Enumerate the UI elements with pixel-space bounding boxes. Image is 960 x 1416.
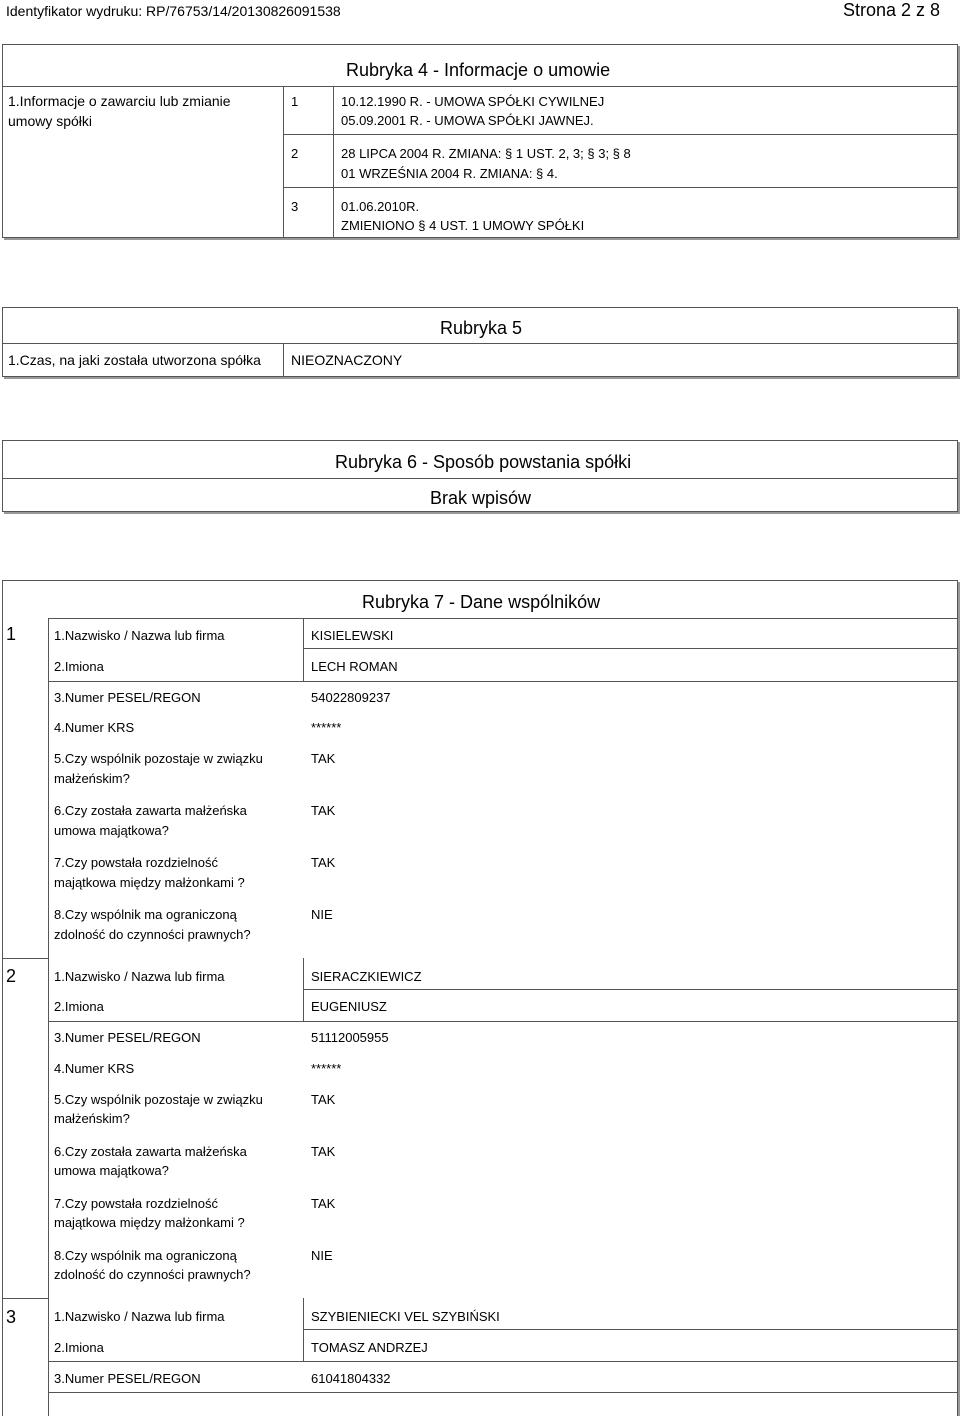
partner-number: 2: [6, 966, 17, 986]
rubryka5-label: 1.Czas, na jaki została utworzona spółka: [8, 352, 261, 368]
q6-label: 6.Czy została zawarta małżeńska: [54, 803, 247, 818]
q8-label: 8.Czy wspólnik ma ograniczoną: [54, 1248, 237, 1263]
partner-first-names-label: 2.Imiona: [54, 1340, 104, 1355]
partner-pesel: 51112005955: [311, 1030, 389, 1045]
entry-line: ZMIENIONO § 4 UST. 1 UMOWY SPÓŁKI: [341, 218, 585, 233]
entry-line: 28 LIPCA 2004 R. ZMIANA: § 1 UST. 2, 3; § 3; § 8: [341, 146, 631, 161]
entry-number: 2: [291, 146, 299, 161]
q8-label: 8.Czy wspólnik ma ograniczoną: [54, 907, 237, 922]
partner-name-label: 1.Nazwisko / Nazwa lub firma: [54, 1309, 225, 1324]
q8-answer: NIE: [311, 1248, 333, 1263]
q8-label: zdolność do czynności prawnych?: [54, 1267, 251, 1282]
entry-line: 05.09.2001 R. - UMOWA SPÓŁKI JAWNEJ.: [341, 113, 594, 128]
rubryka7-title: Rubryka 7 - Dane wspólników: [362, 592, 601, 612]
rubryka4-title: Rubryka 4 - Informacje o umowie: [346, 60, 611, 80]
q7-label: majątkowa między małżonkami ?: [54, 1215, 245, 1230]
rubryka6-empty: Brak wpisów: [430, 488, 532, 508]
partner-name: SIERACZKIEWICZ: [311, 969, 422, 984]
entry-line: 01 WRZEŚNIA 2004 R. ZMIANA: § 4.: [341, 166, 558, 181]
q6-label: umowa majątkowa?: [54, 823, 169, 838]
partner-first-names: TOMASZ ANDRZEJ: [311, 1340, 428, 1355]
partner-name-label: 1.Nazwisko / Nazwa lub firma: [54, 969, 225, 984]
partner-pesel-label: 3.Numer PESEL/REGON: [54, 1371, 201, 1386]
partner-krs: ******: [311, 1061, 342, 1076]
rubryka5-value: NIEOZNACZONY: [291, 352, 403, 368]
rubryka7-section: [2, 580, 958, 1416]
print-identifier: Identyfikator wydruku: RP/76753/14/20130826091538: [6, 3, 341, 19]
entry-line: 01.06.2010R.: [341, 199, 420, 214]
q5-label: 5.Czy wspólnik pozostaje w związku: [54, 751, 263, 766]
q6-answer: TAK: [311, 1144, 336, 1159]
q7-label: 7.Czy powstała rozdzielność: [54, 1196, 219, 1211]
rubryka5-title: Rubryka 5: [440, 318, 523, 338]
partner-number: 3: [6, 1307, 17, 1327]
q5-answer: TAK: [311, 1092, 336, 1107]
rubryka4-label-line2: umowy spółki: [8, 113, 93, 129]
q6-label: umowa majątkowa?: [54, 1163, 169, 1178]
q8-answer: NIE: [311, 907, 333, 922]
rubryka4-label-line1: 1.Informacje o zawarciu lub zmianie: [8, 93, 231, 109]
partner-first-names: EUGENIUSZ: [311, 999, 387, 1014]
q7-label: majątkowa między małżonkami ?: [54, 875, 245, 890]
entry-line: 10.12.1990 R. - UMOWA SPÓŁKI CYWILNEJ: [341, 94, 605, 109]
page-number: Strona 2 z 8: [842, 0, 940, 20]
q5-label: małżeńskim?: [54, 771, 130, 786]
partner-pesel-label: 3.Numer PESEL/REGON: [54, 690, 201, 705]
q5-answer: TAK: [311, 751, 336, 766]
q7-answer: TAK: [311, 855, 336, 870]
q6-label: 6.Czy została zawarta małżeńska: [54, 1144, 247, 1159]
partner-krs-label: 4.Numer KRS: [54, 720, 135, 735]
partner-pesel: 54022809237: [311, 690, 391, 705]
entry-number: 3: [291, 199, 299, 214]
partner-number: 1: [6, 624, 17, 644]
q8-label: zdolność do czynności prawnych?: [54, 927, 251, 942]
partner-first-names-label: 2.Imiona: [54, 659, 104, 674]
partner-pesel: 61041804332: [311, 1371, 391, 1386]
partner-name: SZYBIENIECKI VEL SZYBIŃSKI: [311, 1309, 500, 1324]
q7-answer: TAK: [311, 1196, 336, 1211]
q5-label: małżeńskim?: [54, 1111, 130, 1126]
partner-krs-label: 4.Numer KRS: [54, 1061, 135, 1076]
partner-krs: ******: [311, 720, 342, 735]
q5-label: 5.Czy wspólnik pozostaje w związku: [54, 1092, 263, 1107]
partner-first-names-label: 2.Imiona: [54, 999, 104, 1014]
partner-name: KISIELEWSKI: [311, 628, 394, 643]
rubryka6-title: Rubryka 6 - Sposób powstania spółki: [335, 452, 632, 472]
q6-answer: TAK: [311, 803, 336, 818]
partner-name-label: 1.Nazwisko / Nazwa lub firma: [54, 628, 225, 643]
partner-first-names: LECH ROMAN: [311, 659, 398, 674]
entry-number: 1: [291, 94, 299, 109]
partner-pesel-label: 3.Numer PESEL/REGON: [54, 1030, 201, 1045]
q7-label: 7.Czy powstała rozdzielność: [54, 855, 219, 870]
